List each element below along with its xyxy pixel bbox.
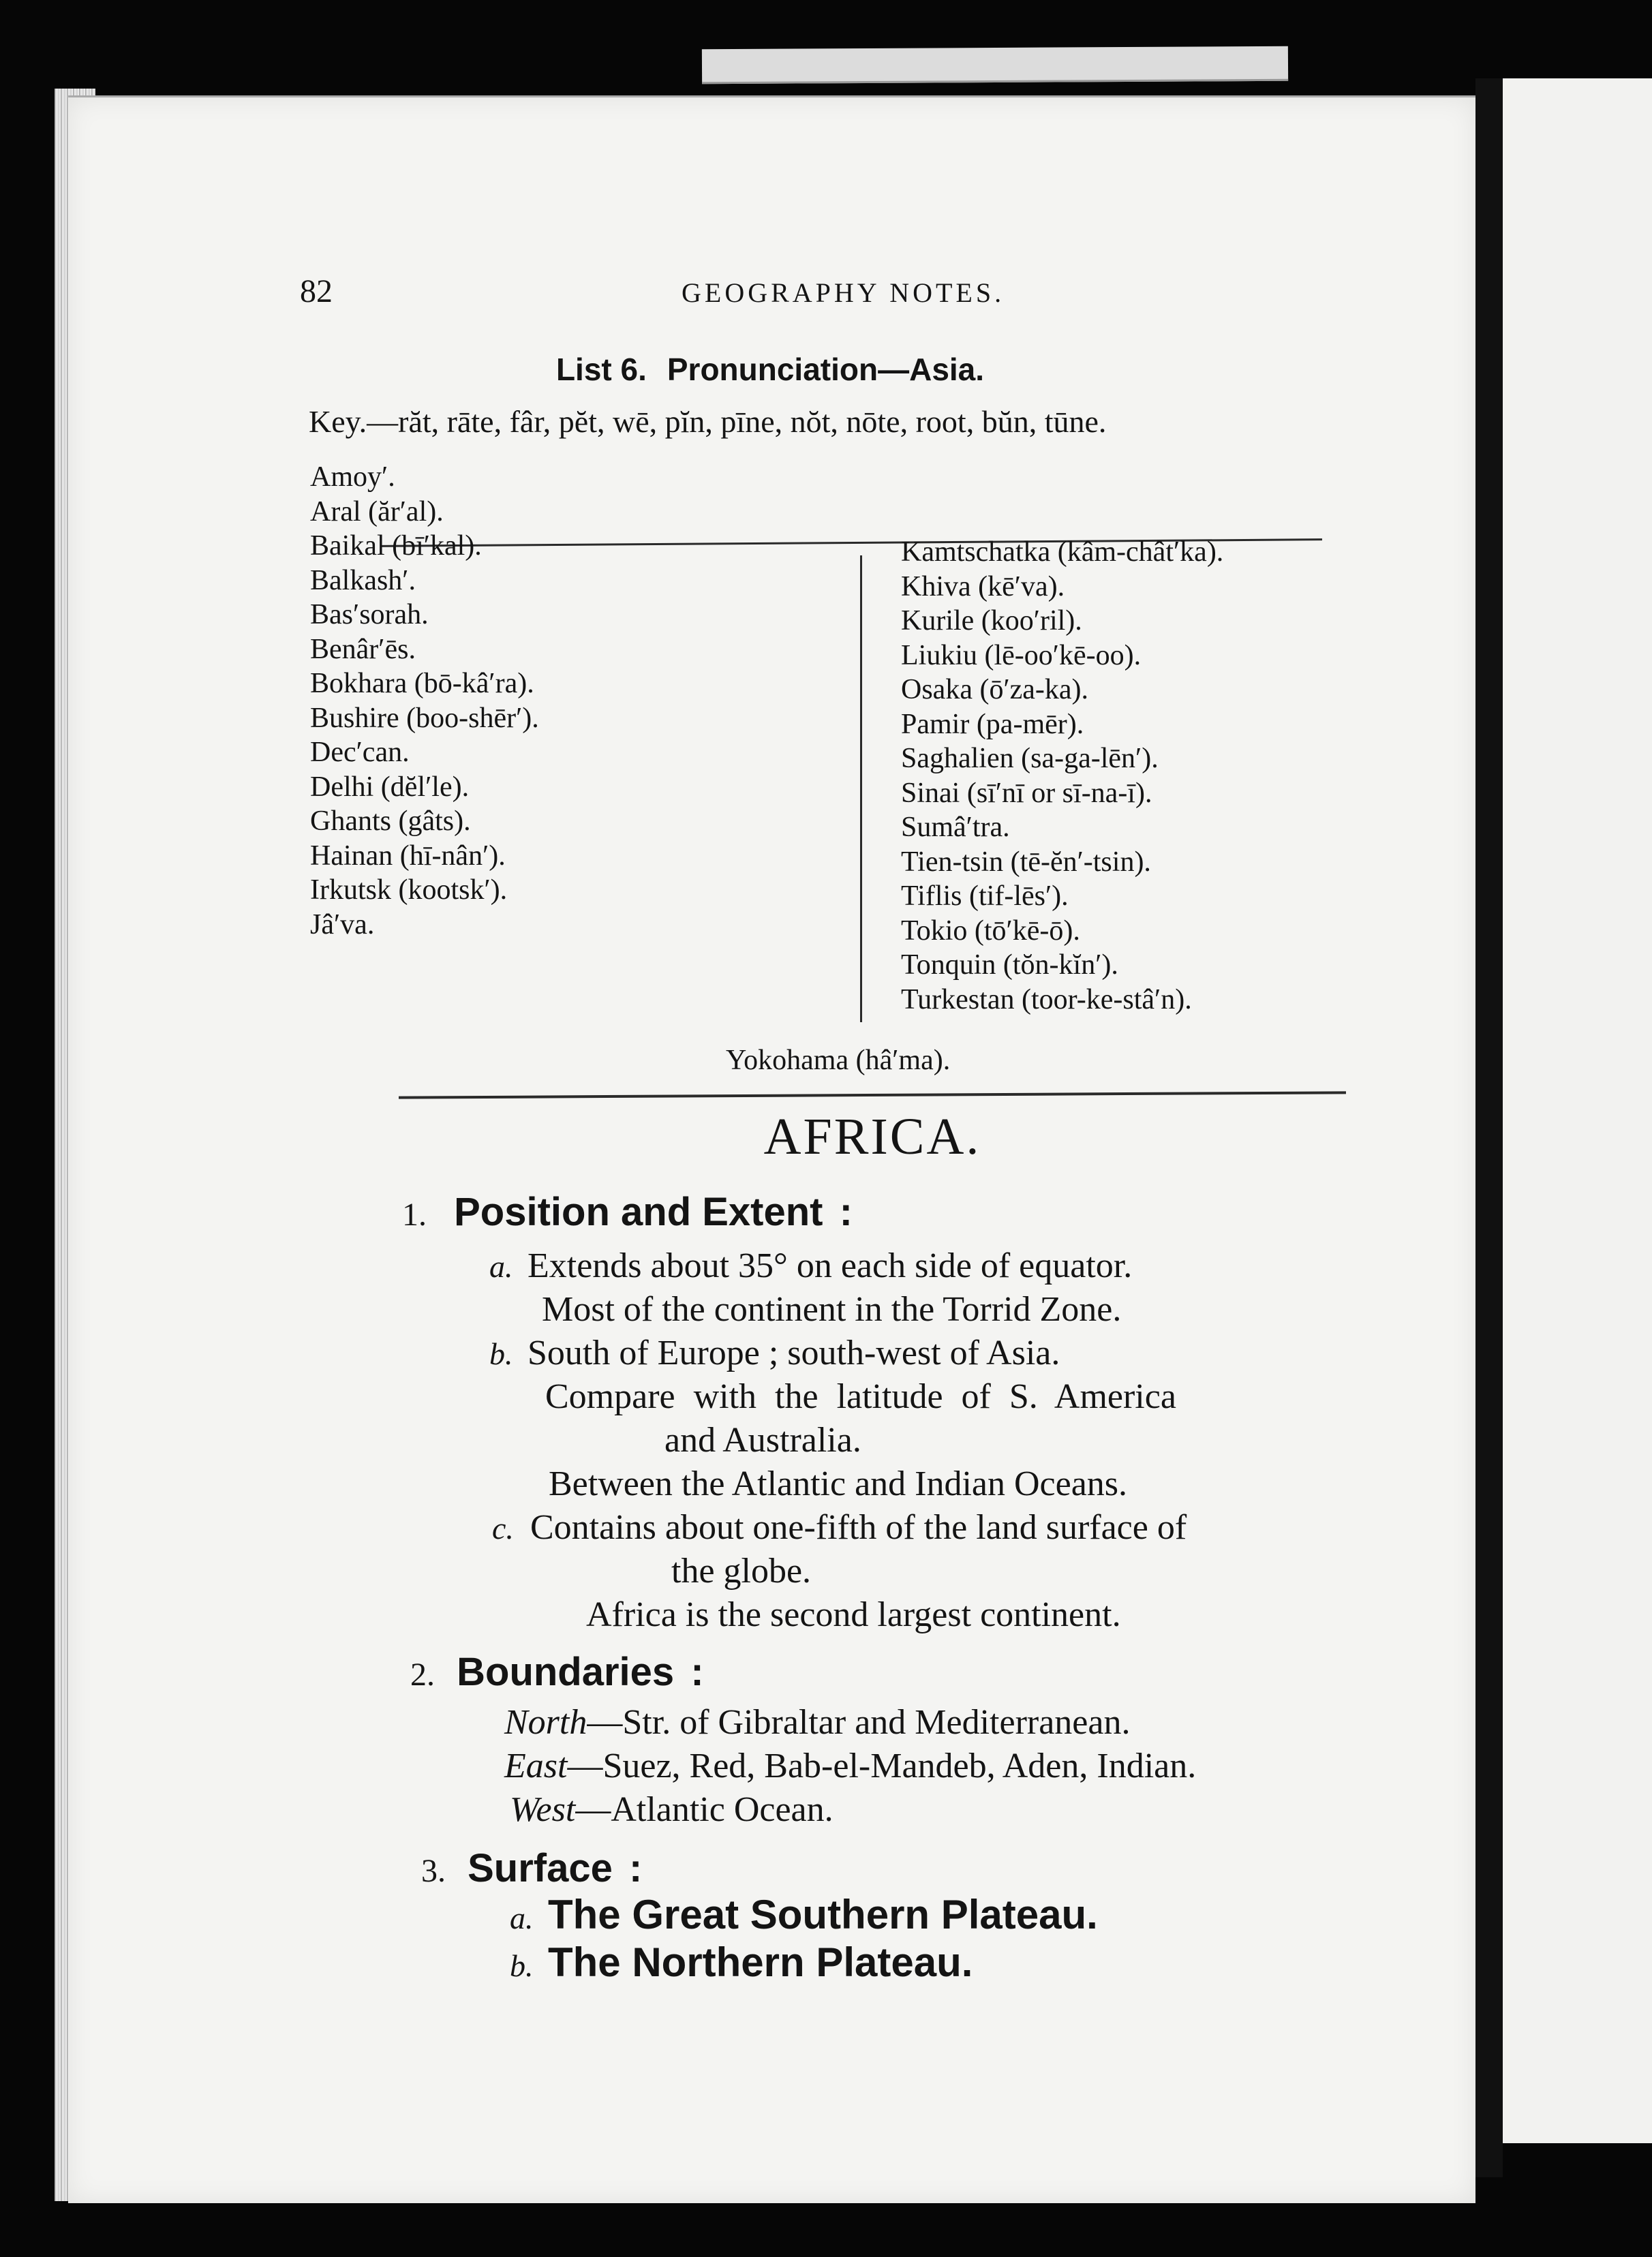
section-title: Boundaries <box>457 1650 675 1694</box>
pronunciation-list-left <box>310 460 539 942</box>
list-item: Jâ′va. <box>310 908 375 940</box>
list-item: Sumâ′tra. <box>901 812 1010 843</box>
section-title: Position and Extent <box>454 1190 823 1234</box>
list-item: Ghants (gâts). <box>310 805 471 837</box>
list-item: Sinai (sī′nī or sī-na-ī). <box>901 777 1152 809</box>
section-colon: : <box>690 1650 704 1694</box>
list-item: Turkestan (toor-ke-stâ′n). <box>901 983 1192 1015</box>
list-item-last: Yokohama (hâ′ma). <box>726 1045 951 1076</box>
boundary-west <box>510 1790 833 1830</box>
section-title: Surface <box>468 1846 613 1890</box>
item-letter: b. <box>489 1336 513 1371</box>
list-item: Dec′can. <box>310 737 410 768</box>
item-text: South of Europe ; south-west of Asia. <box>527 1334 1060 1372</box>
list-item: Tokio (tō′kē-ō). <box>901 915 1080 947</box>
list-item: Benâr′ēs. <box>310 633 416 665</box>
list-item: Tiflis (tif-lēs′). <box>901 880 1069 912</box>
list-item: Tonquin (tŏn-kĭn′). <box>901 949 1118 981</box>
item-letter: c. <box>492 1511 514 1546</box>
item-text: Contains about one-fifth of the land surface of <box>530 1508 1187 1547</box>
section-colon: : <box>839 1190 853 1234</box>
pronunciation-key: Key.—răt, rāte, fâr, pĕt, wē, pĭn, pīne, nŏt, nōte, root, bŭn, tūne. <box>309 404 1107 439</box>
section-heading: AFRICA. <box>763 1108 981 1165</box>
list-title <box>293 351 1247 388</box>
list-item: Aral (ăr′al). <box>310 495 444 527</box>
list-label: List 6. <box>555 352 647 387</box>
running-head: GEOGRAPHY NOTES. <box>682 277 1005 308</box>
item-text-line: Africa is the second largest continent. <box>586 1595 1121 1634</box>
list-item: Bushire (boo-shēr′). <box>310 702 539 734</box>
boundary-label: West <box>510 1790 576 1829</box>
item-a <box>489 1246 1132 1286</box>
item-c <box>492 1507 1187 1548</box>
list-item: Tien-tsin (tē-ĕn′-tsin). <box>901 846 1151 878</box>
item-text: The Great Southern Plateau. <box>548 1892 1098 1937</box>
section-2-heading <box>410 1649 704 1695</box>
list-item: Bas′sorah. <box>310 599 429 630</box>
boundary-text: —Str. of Gibraltar and Mediterranean. <box>587 1703 1131 1742</box>
list-item: Kamtschatka (kâm-chât′ka). <box>901 536 1224 568</box>
page-header <box>300 273 1050 327</box>
boundary-text: —Atlantic Ocean. <box>575 1790 833 1829</box>
list-item: Liukiu (lē-oo′kē-oo). <box>901 639 1142 671</box>
boundary-label: North <box>504 1703 587 1742</box>
item-text: Extends about 35° on each side of equator. <box>527 1246 1133 1285</box>
item-letter: a. <box>489 1249 513 1284</box>
page-number: 82 <box>300 273 333 309</box>
item-text-line: the globe. <box>671 1552 812 1591</box>
section-3-heading <box>421 1845 642 1891</box>
boundary-text: —Suez, Red, Bab-el-Mandeb, Aden, Indian. <box>567 1747 1197 1785</box>
item-text-line: Compare with the latitude of S. America <box>545 1377 1176 1416</box>
book-top-edge <box>702 46 1288 85</box>
section-number: 2. <box>410 1657 435 1693</box>
list-item: Balkash′. <box>310 564 416 596</box>
item-letter: b. <box>510 1948 534 1983</box>
list-heading: Pronunciation—Asia. <box>667 352 985 387</box>
section-number: 3. <box>421 1853 446 1889</box>
list-item: Khiva (kē′va). <box>901 570 1065 602</box>
pronunciation-list-right <box>901 535 1223 1017</box>
item-letter: a. <box>510 1901 534 1935</box>
boundary-label: East <box>504 1747 568 1785</box>
list-item: Hainan (hī-nân′). <box>310 840 506 872</box>
list-item: Kurile (koo′ril). <box>901 605 1082 636</box>
facing-page <box>1503 78 1652 2143</box>
list-item: Irkutsk (kootsk′). <box>310 874 508 906</box>
list-item: Amoy′. <box>310 461 395 493</box>
section-1-heading <box>402 1189 853 1235</box>
list-item: Osaka (ō′za-ka). <box>901 674 1089 705</box>
list-item: Baikal (bī′kal). <box>310 530 482 562</box>
item-text-line: and Australia. <box>664 1421 861 1460</box>
list-item: Pamir (pa-mēr). <box>901 708 1084 740</box>
list-item: Bokhara (bō-kâ′ra). <box>310 668 534 699</box>
item-b <box>489 1333 1060 1373</box>
boundary-east <box>504 1746 1196 1786</box>
item-text-line: Most of the continent in the Torrid Zone. <box>542 1290 1122 1329</box>
list-item: Delhi (dĕl′le). <box>310 771 470 803</box>
book-gutter <box>1475 78 1503 2177</box>
surface-item-b <box>510 1939 973 1986</box>
section-number: 1. <box>402 1197 427 1233</box>
surface-item-a <box>510 1891 1098 1938</box>
item-text: The Northern Plateau. <box>548 1939 973 1985</box>
list-item: Saghalien (sa-ga-lēn′). <box>901 743 1159 774</box>
column-divider <box>860 555 862 1022</box>
item-text-line: Between the Atlantic and Indian Oceans. <box>549 1464 1128 1503</box>
section-colon: : <box>629 1846 643 1890</box>
boundary-north <box>504 1702 1130 1742</box>
